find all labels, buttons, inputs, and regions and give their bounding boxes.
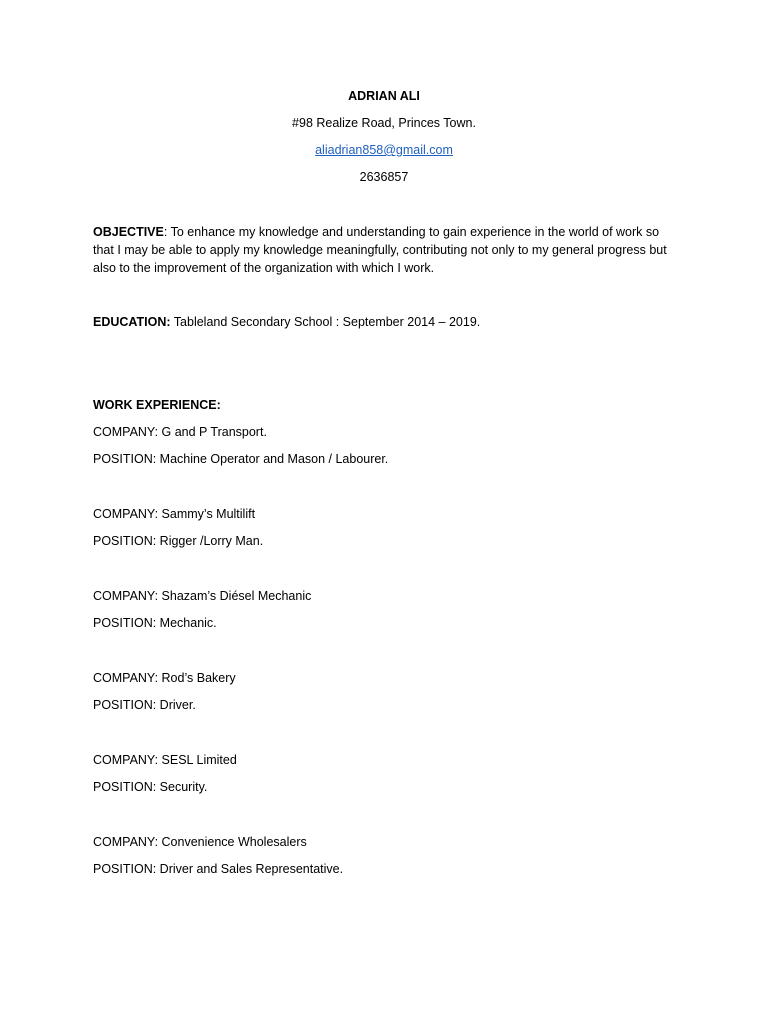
company-line: COMPANY: Sammy’s Multilift [93,507,256,521]
objective-section [93,223,678,277]
position-line: POSITION: Machine Operator and Mason / Labourer. [93,452,389,466]
email-line [0,141,768,159]
position-line: POSITION: Security. [93,780,208,794]
phone-number: 2636857 [359,170,409,184]
objective-label: OBJECTIVE [93,225,164,239]
applicant-name: ADRIAN ALI [348,89,420,103]
position-line: POSITION: Mechanic. [93,616,217,630]
position-line: POSITION: Rigger /Lorry Man. [93,534,264,548]
education-label: EDUCATION: [93,315,171,329]
work-experience-heading: WORK EXPERIENCE: [93,398,221,412]
email-link[interactable]: aliadrian858@gmail.com [315,143,453,157]
company-line: COMPANY: G and P Transport. [93,425,267,439]
education-section [93,313,480,331]
company-line: COMPANY: Shazam’s Diésel Mechanic [93,589,312,603]
address-line: #98 Realize Road, Princes Town. [292,116,476,130]
company-line: COMPANY: Convenience Wholesalers [93,835,307,849]
company-line: COMPANY: SESL Limited [93,753,237,767]
education-text: Tableland Secondary School : September 2014 – 2019. [170,315,481,329]
company-line: COMPANY: Rod’s Bakery [93,671,236,685]
position-line: POSITION: Driver and Sales Representative. [93,862,344,876]
objective-text: : To enhance my knowledge and understanding to gain experience in the world of work so that I may be able to apply my knowledge meaningfully, contributing not only to my general progress but also to the improvement of the organization with which I work. [93,225,667,275]
position-line: POSITION: Driver. [93,698,196,712]
